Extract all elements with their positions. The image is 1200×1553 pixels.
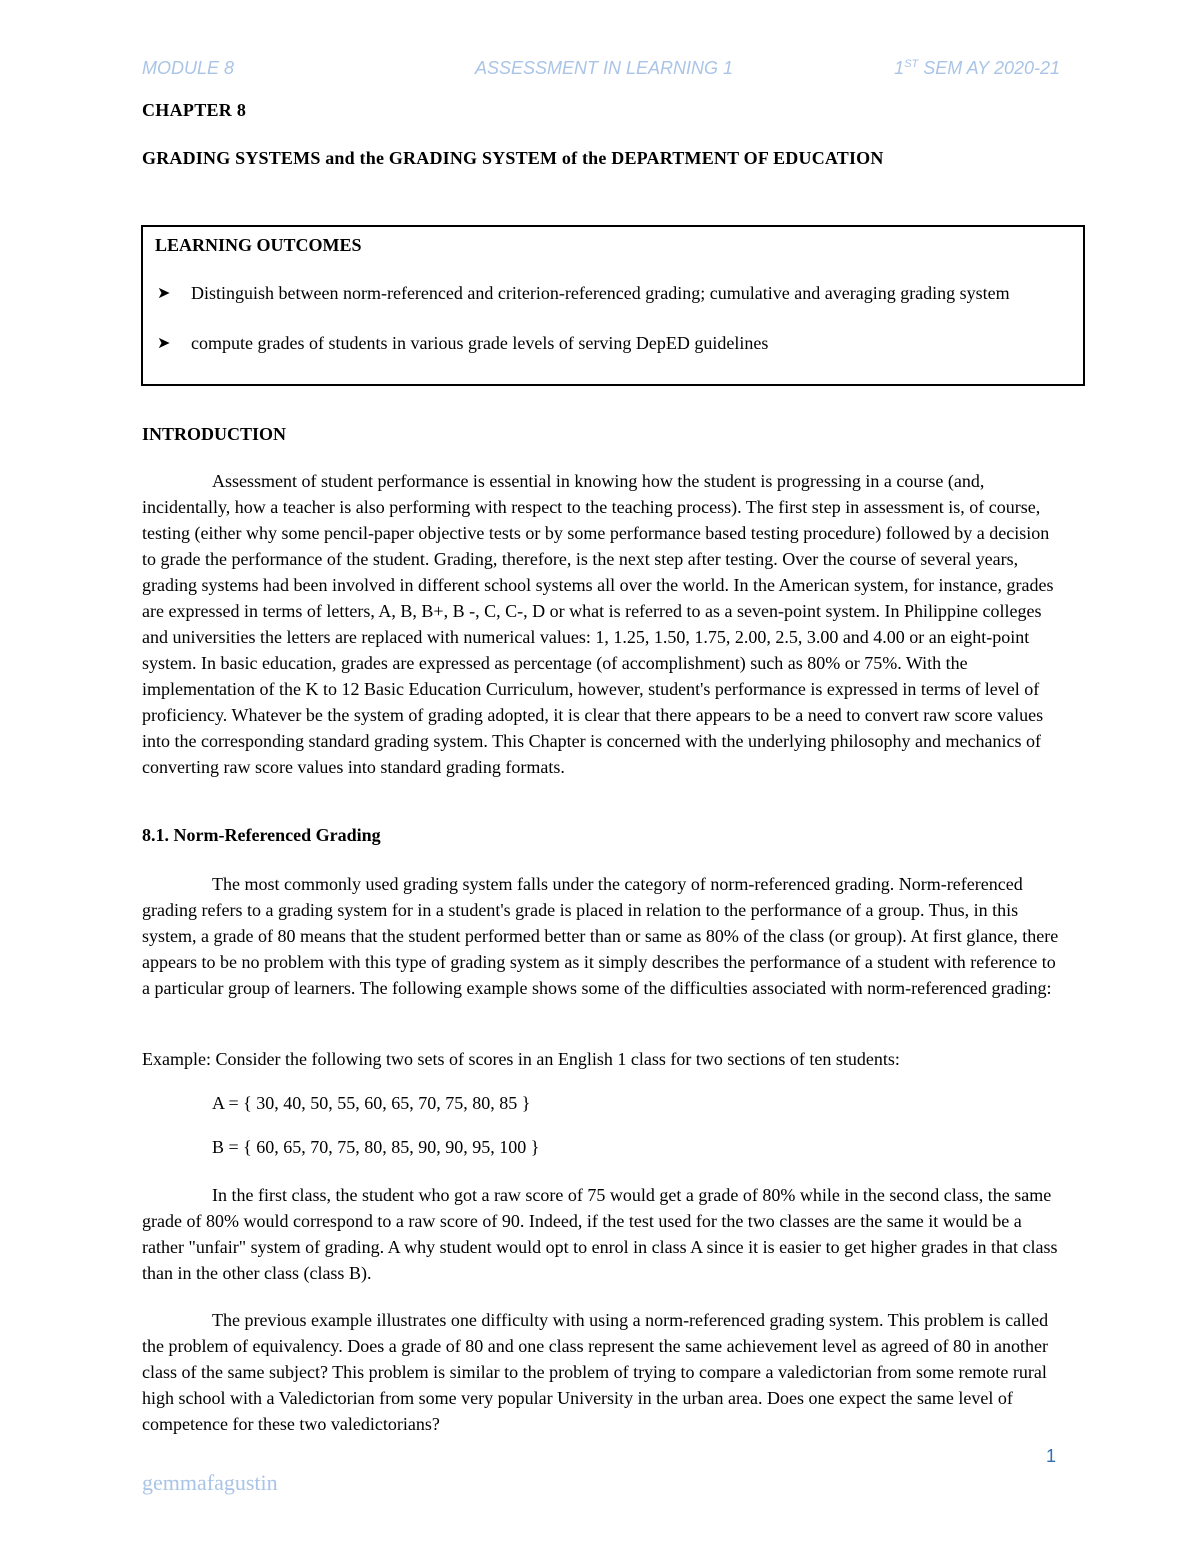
page-number: 1: [1046, 1446, 1057, 1466]
learning-outcome-item: [157, 281, 1061, 306]
norm-referenced-paragraph: The most commonly used grading system falls under the category of norm-referenced grading. Norm-referenced grading refers to a grading system for in a student's grade is placed in relation to the performance of a group. Thus, in this system, a grade of 80 means that the student performed better than or same as 80% of the class (or group). At first glance, there appears to be no problem with this type of grading system as it simply describes the performance of a student with reference to a particular group of learners. The following example shows some of the difficulties associated with norm-referenced grading:: [142, 874, 1059, 998]
header-course-title: ASSESSMENT IN LEARNING 1: [475, 58, 734, 78]
header-semester-sup: ST: [904, 58, 919, 70]
introduction-paragraph: Assessment of student performance is essential in knowing how the student is progressing in a course (and, incidentally, how a teacher is also performing with respect to the teaching process). The first step in assessment is, of course, testing (either why some pencil-paper objective tests or by some performance based testing procedure) followed by a decision to grade the performance of the student. Grading, therefore, is the next step after testing. Over the course of several years, grading systems had been involved in different school systems all over the world. In the American system, for instance, grades are expressed in terms of letters, A, B, B+, B -, C, C-, D or what is referred to as a seven-point system. In Philippine colleges and universities the letters are replaced with numerical values: 1, 1.25, 1.50, 1.75, 2.00, 2.5, 3.00 and 4.00 or an eight-point system. In basic education, grades are expressed as percentage (of accomplishment) such as 80% or 75%. With the implementation of the K to 12 Basic Education Curriculum, however, student's performance is expressed in terms of level of proficiency. Whatever be the system of grading adopted, it is clear that there appears to be a need to convert raw score values into the corresponding standard grading system. This Chapter is concerned with the underlying philosophy and mechanics of converting raw score values into standard grading formats.: [142, 471, 1054, 777]
equivalency-problem-paragraph: The previous example illustrates one difficulty with using a norm-referenced grading system. This problem is called the problem of equivalency. Does a grade of 80 and one class represent the same achievement level as agreed of 80 in another class of the same subject? This problem is similar to the problem of trying to compare a valedictorian from some remote rural high school with a Valedictorian from some very popular University in the urban area. Does one expect the same level of competence for these two valedictorians?: [142, 1310, 1049, 1434]
learning-outcomes-title: LEARNING OUTCOMES: [155, 235, 362, 255]
header-module: MODULE 8: [142, 58, 235, 78]
header-semester-num: 1: [894, 58, 905, 78]
learning-outcome-text: compute grades of students in various grade levels of serving DepED guidelines: [191, 333, 769, 353]
page-header: [142, 58, 1060, 84]
section-heading: 8.1. Norm-Referenced Grading: [142, 825, 381, 845]
learning-outcome-item: [157, 331, 1061, 356]
author-watermark: gemmafagustin: [142, 1470, 278, 1495]
header-semester-text: SEM AY 2020-21: [918, 58, 1060, 78]
example-explanation-paragraph: In the first class, the student who got a raw score of 75 would get a grade of 80% while in the second class, the same grade of 80% would correspond to a raw score of 90. Indeed, if the test used for the two classes are the same it would be a rather "unfair" system of grading. A why student would opt to enrol in class A since it is easier to get higher grades in that class than in the other class (class B).: [142, 1185, 1058, 1283]
arrow-bullet-icon: ➤: [157, 335, 171, 352]
introduction-heading: INTRODUCTION: [142, 424, 287, 444]
learning-outcome-text: Distinguish between norm-referenced and criterion-referenced grading; cumulative and averaging grading system: [191, 283, 1010, 303]
chapter-title: GRADING SYSTEMS and the GRADING SYSTEM of the DEPARTMENT OF EDUCATION: [142, 148, 884, 168]
chapter-label: CHAPTER 8: [142, 100, 247, 120]
learning-outcomes-box: [141, 225, 1085, 386]
example-intro: Example: Consider the following two sets of scores in an English 1 class for two sections of ten students:: [142, 1049, 900, 1069]
score-set-b: B = { 60, 65, 70, 75, 80, 85, 90, 90, 95, 100 }: [212, 1137, 540, 1157]
arrow-bullet-icon: ➤: [157, 285, 171, 302]
score-set-a: A = { 30, 40, 50, 55, 60, 65, 70, 75, 80, 85 }: [212, 1093, 531, 1113]
header-semester: [894, 58, 1060, 79]
